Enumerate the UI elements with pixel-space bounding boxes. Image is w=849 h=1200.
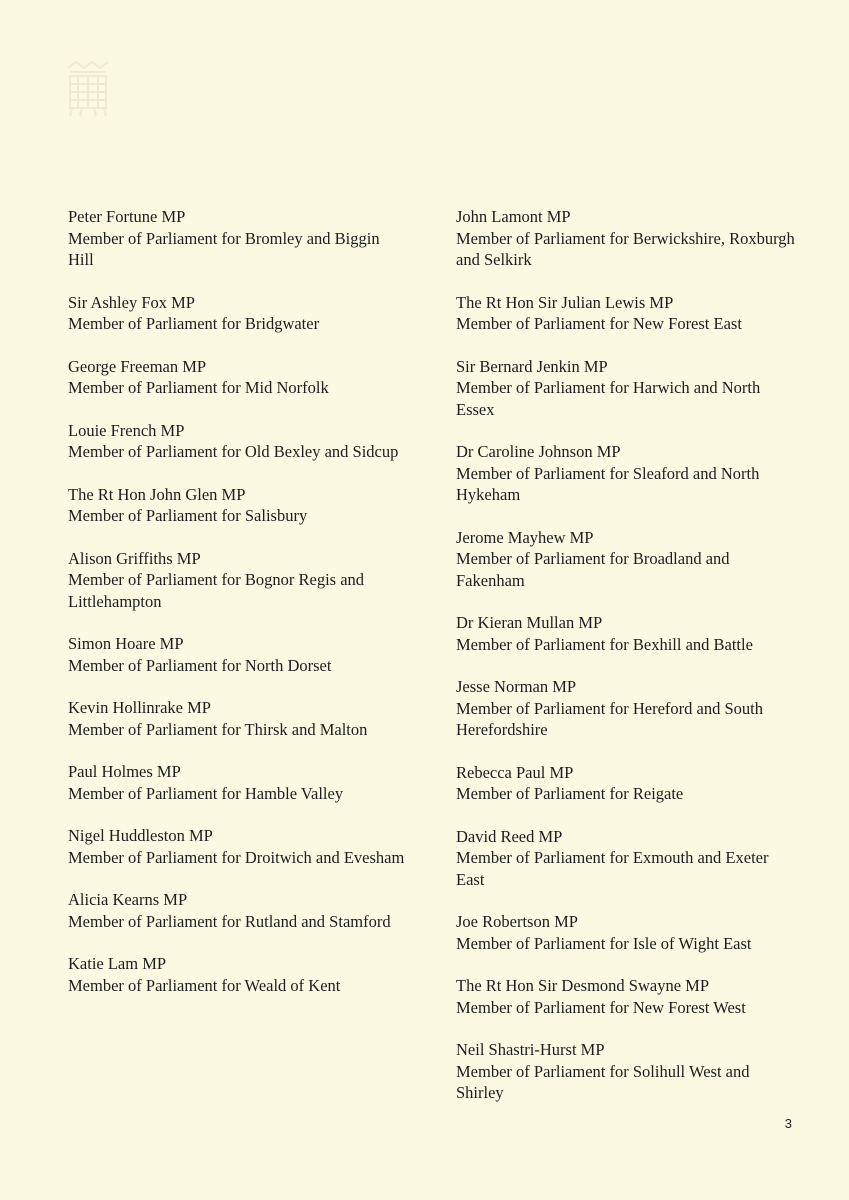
mp-role: Member of Parliament for Hereford and South Herefordshire (456, 698, 763, 739)
mp-name: Paul Holmes MP (68, 762, 181, 781)
mp-name: John Lamont MP (456, 207, 571, 226)
mp-entry (68, 356, 408, 399)
mp-name: Alicia Kearns MP (68, 890, 188, 909)
mp-role: Member of Parliament for Sleaford and North Hykeham (456, 463, 760, 504)
mp-entry (456, 527, 801, 592)
mp-name: George Freeman MP (68, 356, 207, 376)
mp-entry (456, 1039, 801, 1104)
mp-role: Member of Parliament for Isle of Wight East (456, 933, 752, 953)
mp-role: Member of Parliament for Salisbury (68, 506, 308, 525)
mp-role: Member of Parliament for Berwickshire, Roxburgh and Selkirk (456, 228, 795, 269)
mp-name: Jerome Mayhew MP (456, 527, 594, 547)
mp-name: Kevin Hollinrake MP (68, 698, 211, 717)
mp-role: Member of Parliament for Weald of Kent (68, 975, 341, 995)
mp-role: Member of Parliament for Bromley and Biggin Hill (68, 228, 380, 269)
mp-name: Rebecca Paul MP (456, 762, 574, 782)
mp-entry (68, 761, 408, 804)
mp-role: Member of Parliament for Solihull West and Shirley (456, 1061, 750, 1102)
mp-entry (456, 826, 801, 891)
right-column (456, 206, 801, 1125)
mp-entry (68, 953, 408, 996)
mp-role: Member of Parliament for New Forest West (456, 997, 746, 1017)
mp-name: Neil Shastri-Hurst MP (456, 1040, 605, 1059)
mp-entry (68, 206, 408, 271)
mp-entry (68, 633, 408, 676)
mp-name: David Reed MP (456, 826, 563, 846)
mp-role: Member of Parliament for Thirsk and Malton (68, 719, 368, 739)
mp-entry (456, 612, 801, 655)
page-number: 3 (784, 1116, 792, 1131)
mp-entry (68, 292, 408, 335)
mp-entry (68, 484, 408, 527)
mp-entry (68, 548, 408, 613)
mp-name: Dr Caroline Johnson MP (456, 442, 621, 461)
mp-name: Jesse Norman MP (456, 677, 577, 696)
left-column (68, 206, 408, 1017)
mp-role: Member of Parliament for New Forest East (456, 314, 742, 333)
mp-name: Louie French MP (68, 420, 185, 440)
mp-entry (456, 676, 801, 741)
mp-name: Katie Lam MP (68, 954, 167, 973)
mp-role: Member of Parliament for Bridgwater (68, 314, 320, 333)
mp-role: Member of Parliament for Harwich and North Essex (456, 378, 761, 419)
mp-role: Member of Parliament for Droitwich and Evesham (68, 847, 405, 867)
mp-name: The Rt Hon Sir Julian Lewis MP (456, 292, 674, 312)
mp-entry (456, 441, 801, 506)
mp-role: Member of Parliament for Bexhill and Battle (456, 634, 753, 654)
mp-entry (456, 206, 801, 271)
mp-name: Peter Fortune MP (68, 207, 186, 226)
mp-entry (456, 762, 801, 805)
mp-name: Alison Griffiths MP (68, 548, 201, 568)
mp-name: The Rt Hon John Glen MP (68, 484, 246, 504)
mp-role: Member of Parliament for Hamble Valley (68, 783, 344, 803)
mp-name: The Rt Hon Sir Desmond Swayne MP (456, 976, 709, 995)
mp-role: Member of Parliament for Reigate (456, 784, 684, 803)
mp-entry (68, 889, 408, 932)
mp-role: Member of Parliament for Mid Norfolk (68, 378, 329, 397)
mp-name: Sir Ashley Fox MP (68, 292, 195, 312)
mp-role: Member of Parliament for Broadland and Fakenham (456, 549, 730, 590)
mp-entry (456, 292, 801, 335)
mp-name: Nigel Huddleston MP (68, 826, 213, 845)
mp-entry (68, 420, 408, 463)
mp-role: Member of Parliament for Bognor Regis and Littlehampton (68, 570, 365, 611)
mp-name: Sir Bernard Jenkin MP (456, 356, 608, 376)
mp-role: Member of Parliament for Exmouth and Exeter East (456, 848, 769, 889)
mp-entry (456, 356, 801, 421)
mp-entry (456, 911, 801, 954)
mp-name: Simon Hoare MP (68, 634, 184, 653)
mp-role: Member of Parliament for Old Bexley and Sidcup (68, 442, 399, 461)
mp-name: Joe Robertson MP (456, 912, 578, 931)
mp-name: Dr Kieran Mullan MP (456, 613, 603, 632)
mp-role: Member of Parliament for North Dorset (68, 655, 332, 675)
mp-role: Member of Parliament for Rutland and Stamford (68, 911, 391, 931)
mp-entry (68, 825, 408, 868)
mp-entry (456, 975, 801, 1018)
portcullis-emboss-icon (56, 58, 120, 122)
mp-entry (68, 697, 408, 740)
